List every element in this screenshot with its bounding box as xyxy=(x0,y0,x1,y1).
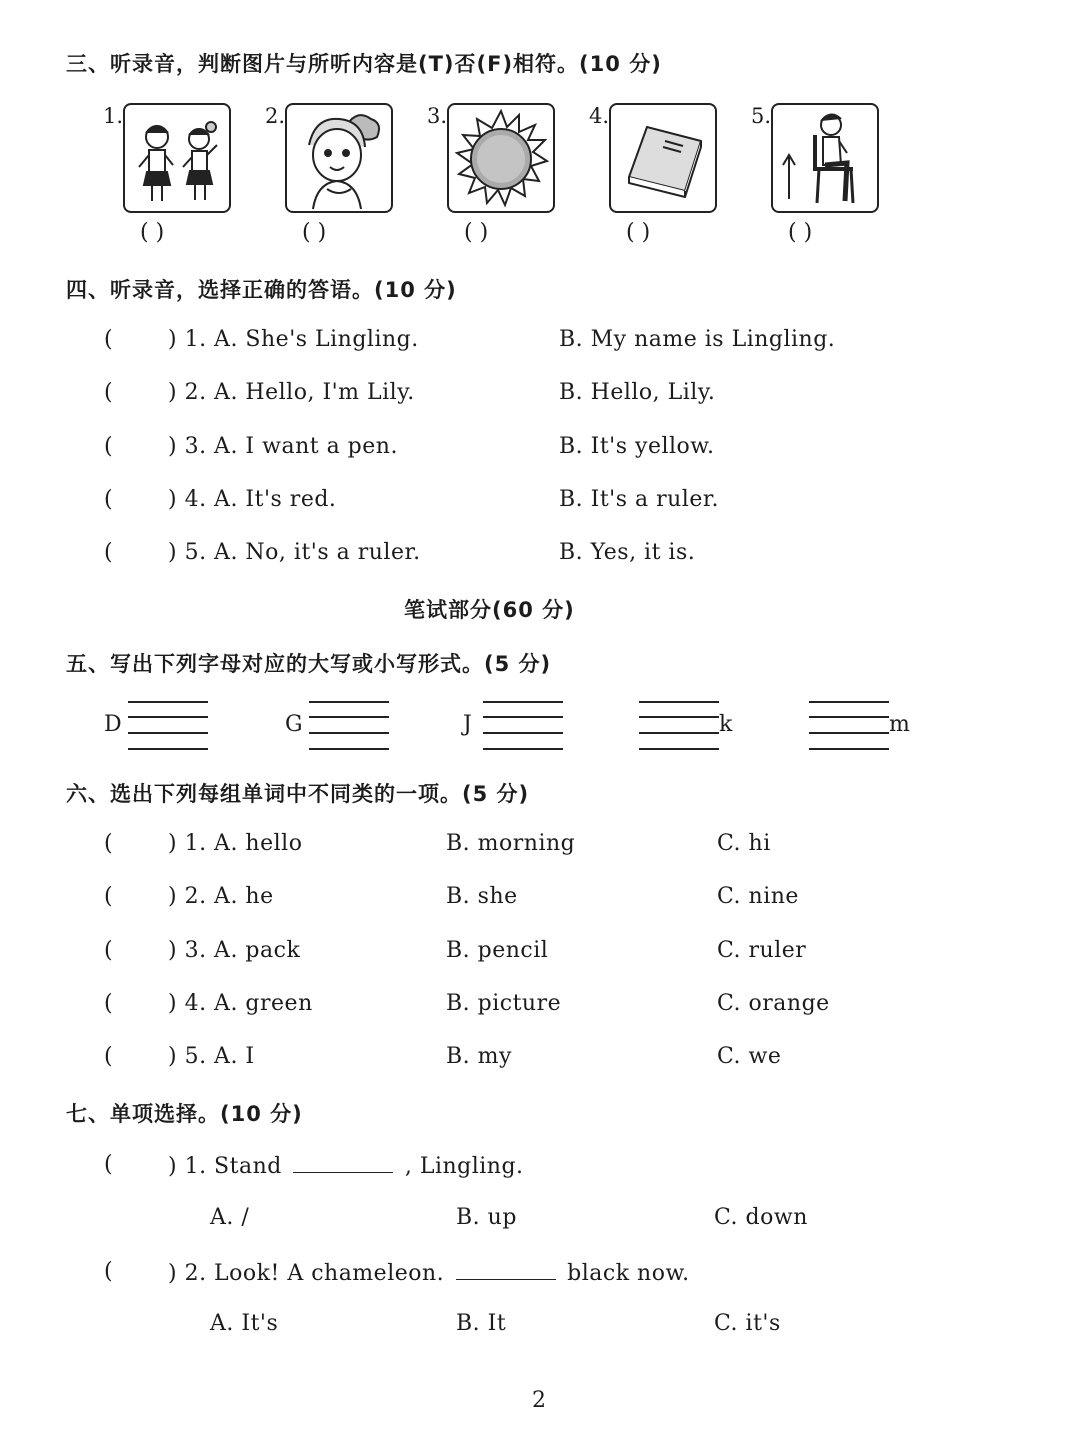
question-stem: ) 4. A. It's red. xyxy=(168,487,337,512)
letter-d: D xyxy=(104,712,123,737)
letter-j: J xyxy=(463,712,473,737)
answer-paren[interactable]: ( xyxy=(104,938,114,963)
stem-before: ) 2. Look! A chameleon. xyxy=(168,1261,445,1286)
question-stem: ) 3. A. I want a pen. xyxy=(168,434,398,459)
question-stem: ) 5. A. No, it's a ruler. xyxy=(168,540,421,565)
boy-sit-up-picture xyxy=(771,103,879,213)
option-b: B. up xyxy=(456,1205,517,1230)
two-girls-picture xyxy=(123,103,231,213)
sun-picture xyxy=(447,103,555,213)
option-a: A. It's xyxy=(210,1311,279,1336)
option-c: C. nine xyxy=(717,884,799,909)
option-b: B. morning xyxy=(446,831,576,856)
answer-paren[interactable]: ( xyxy=(104,991,114,1016)
answer-paren-5[interactable]: ( ) xyxy=(788,220,813,245)
question-stem xyxy=(168,1259,690,1286)
question-stem: ) 3. A. pack xyxy=(168,938,301,963)
girl-picture xyxy=(285,103,393,213)
answer-paren[interactable]: ( xyxy=(104,884,114,909)
stem-before: ) 1. Stand xyxy=(168,1154,282,1179)
answer-paren[interactable]: ( xyxy=(104,831,114,856)
answer-paren[interactable]: ( xyxy=(104,327,114,352)
option-b: B. my xyxy=(446,1044,512,1069)
option-c: C. down xyxy=(714,1205,808,1230)
fill-blank[interactable] xyxy=(293,1152,393,1173)
question-stem: ) 5. A. I xyxy=(168,1044,255,1069)
answer-paren-3[interactable]: ( ) xyxy=(464,220,489,245)
picture-number-2: 2. xyxy=(265,104,286,128)
section6-title: 六、选出下列每组单词中不同类的一项。(5 分) xyxy=(66,782,530,806)
question-stem: ) 1. A. hello xyxy=(168,831,303,856)
section5-title: 五、写出下列字母对应的大写或小写形式。(5 分) xyxy=(66,652,552,676)
section4-title: 四、听录音，选择正确的答语。(10 分) xyxy=(66,278,457,302)
option-c: C. orange xyxy=(717,991,830,1016)
option-c: C. it's xyxy=(714,1311,781,1336)
answer-paren-1[interactable]: ( ) xyxy=(140,220,165,245)
picture-number-4: 4. xyxy=(589,104,610,128)
option-c: C. we xyxy=(717,1044,782,1069)
option-b: B. Hello, Lily. xyxy=(559,380,716,405)
letter-m: m xyxy=(889,712,911,737)
section3-title: 三、听录音，判断图片与所听内容是(T)否(F)相符。(10 分) xyxy=(66,52,662,76)
option-b: B. she xyxy=(446,884,518,909)
option-b: B. My name is Lingling. xyxy=(559,327,836,352)
question-stem xyxy=(168,1152,524,1179)
letter-k: k xyxy=(719,712,733,737)
picture-number-1: 1. xyxy=(103,104,124,128)
answer-paren-4[interactable]: ( ) xyxy=(626,220,651,245)
answer-paren-2[interactable]: ( ) xyxy=(302,220,327,245)
book-picture xyxy=(609,103,717,213)
option-b: B. Yes, it is. xyxy=(559,540,696,565)
writing-lines-m[interactable] xyxy=(809,701,889,753)
option-b: B. It's a ruler. xyxy=(559,487,719,512)
option-b: B. pencil xyxy=(446,938,549,963)
stem-after: , Lingling. xyxy=(404,1154,524,1179)
writing-lines-k[interactable] xyxy=(639,701,719,753)
option-a: A. / xyxy=(210,1205,250,1230)
letter-g: G xyxy=(285,712,304,737)
question-stem: ) 2. A. he xyxy=(168,884,274,909)
writing-lines-g[interactable] xyxy=(309,701,389,753)
answer-paren[interactable]: ( xyxy=(104,380,114,405)
picture-number-3: 3. xyxy=(427,104,448,128)
writing-lines-j[interactable] xyxy=(483,701,563,753)
answer-paren[interactable]: ( xyxy=(104,434,114,459)
page-number: 2 xyxy=(532,1388,547,1413)
option-c: C. ruler xyxy=(717,938,807,963)
writing-lines-d[interactable] xyxy=(128,701,208,753)
answer-paren[interactable]: ( xyxy=(104,1259,114,1284)
option-b: B. It xyxy=(456,1311,507,1336)
answer-paren[interactable]: ( xyxy=(104,1044,114,1069)
question-stem: ) 4. A. green xyxy=(168,991,313,1016)
answer-paren[interactable]: ( xyxy=(104,540,114,565)
written-part-heading: 笔试部分(60 分) xyxy=(404,598,575,622)
option-b: B. It's yellow. xyxy=(559,434,715,459)
stem-after: black now. xyxy=(567,1261,690,1286)
question-stem: ) 2. A. Hello, I'm Lily. xyxy=(168,380,415,405)
answer-paren[interactable]: ( xyxy=(104,487,114,512)
answer-paren[interactable]: ( xyxy=(104,1152,114,1177)
option-b: B. picture xyxy=(446,991,562,1016)
section7-title: 七、单项选择。(10 分) xyxy=(66,1102,303,1126)
question-stem: ) 1. A. She's Lingling. xyxy=(168,327,419,352)
picture-number-5: 5. xyxy=(751,104,772,128)
fill-blank[interactable] xyxy=(456,1259,556,1280)
option-c: C. hi xyxy=(717,831,771,856)
